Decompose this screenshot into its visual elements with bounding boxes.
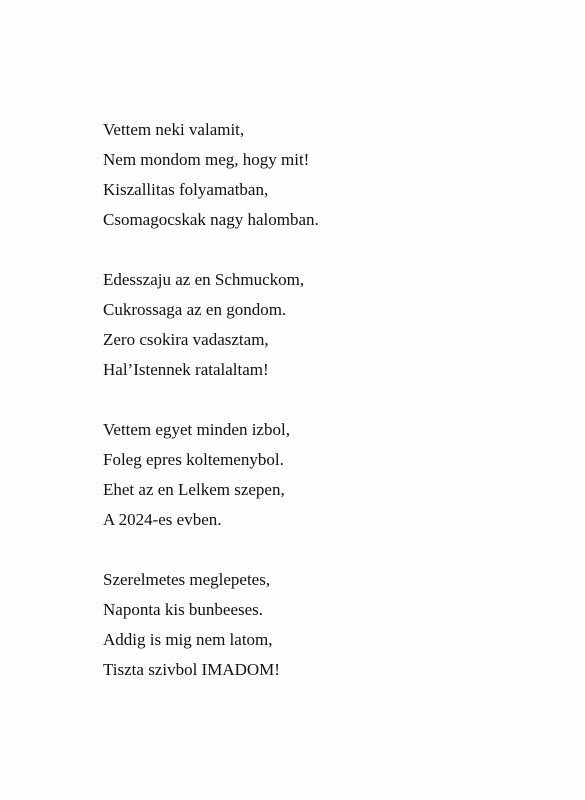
poem-line: Tiszta szivbol IMADOM! xyxy=(103,660,280,679)
poem-line: A 2024-es evben. xyxy=(103,510,222,529)
poem-line: Foleg epres koltemenybol. xyxy=(103,450,284,469)
stanza-1 xyxy=(103,115,543,235)
poem-line: Addig is mig nem latom, xyxy=(103,630,273,649)
poem-line: Kiszallitas folyamatban, xyxy=(103,180,269,199)
stanza-3 xyxy=(103,415,543,535)
poem-line: Ehet az en Lelkem szepen, xyxy=(103,480,285,499)
stanza-2 xyxy=(103,265,543,385)
poem-line: Nem mondom meg, hogy mit! xyxy=(103,150,310,169)
stanza-4 xyxy=(103,565,543,685)
poem-line: Vettem neki valamit, xyxy=(103,120,245,139)
poem-line: Hal’Istennek ratalaltam! xyxy=(103,360,269,379)
poem-line: Naponta kis bunbeeses. xyxy=(103,600,264,619)
poem-line: Csomagocskak nagy halomban. xyxy=(103,210,319,229)
poem-line: Szerelmetes meglepetes, xyxy=(103,570,271,589)
poem-line: Vettem egyet minden izbol, xyxy=(103,420,290,439)
poem-line: Cukrossaga az en gondom. xyxy=(103,300,287,319)
poem xyxy=(103,115,543,685)
poem-line: Zero csokira vadasztam, xyxy=(103,330,269,349)
poem-line: Edesszaju az en Schmuckom, xyxy=(103,270,305,289)
